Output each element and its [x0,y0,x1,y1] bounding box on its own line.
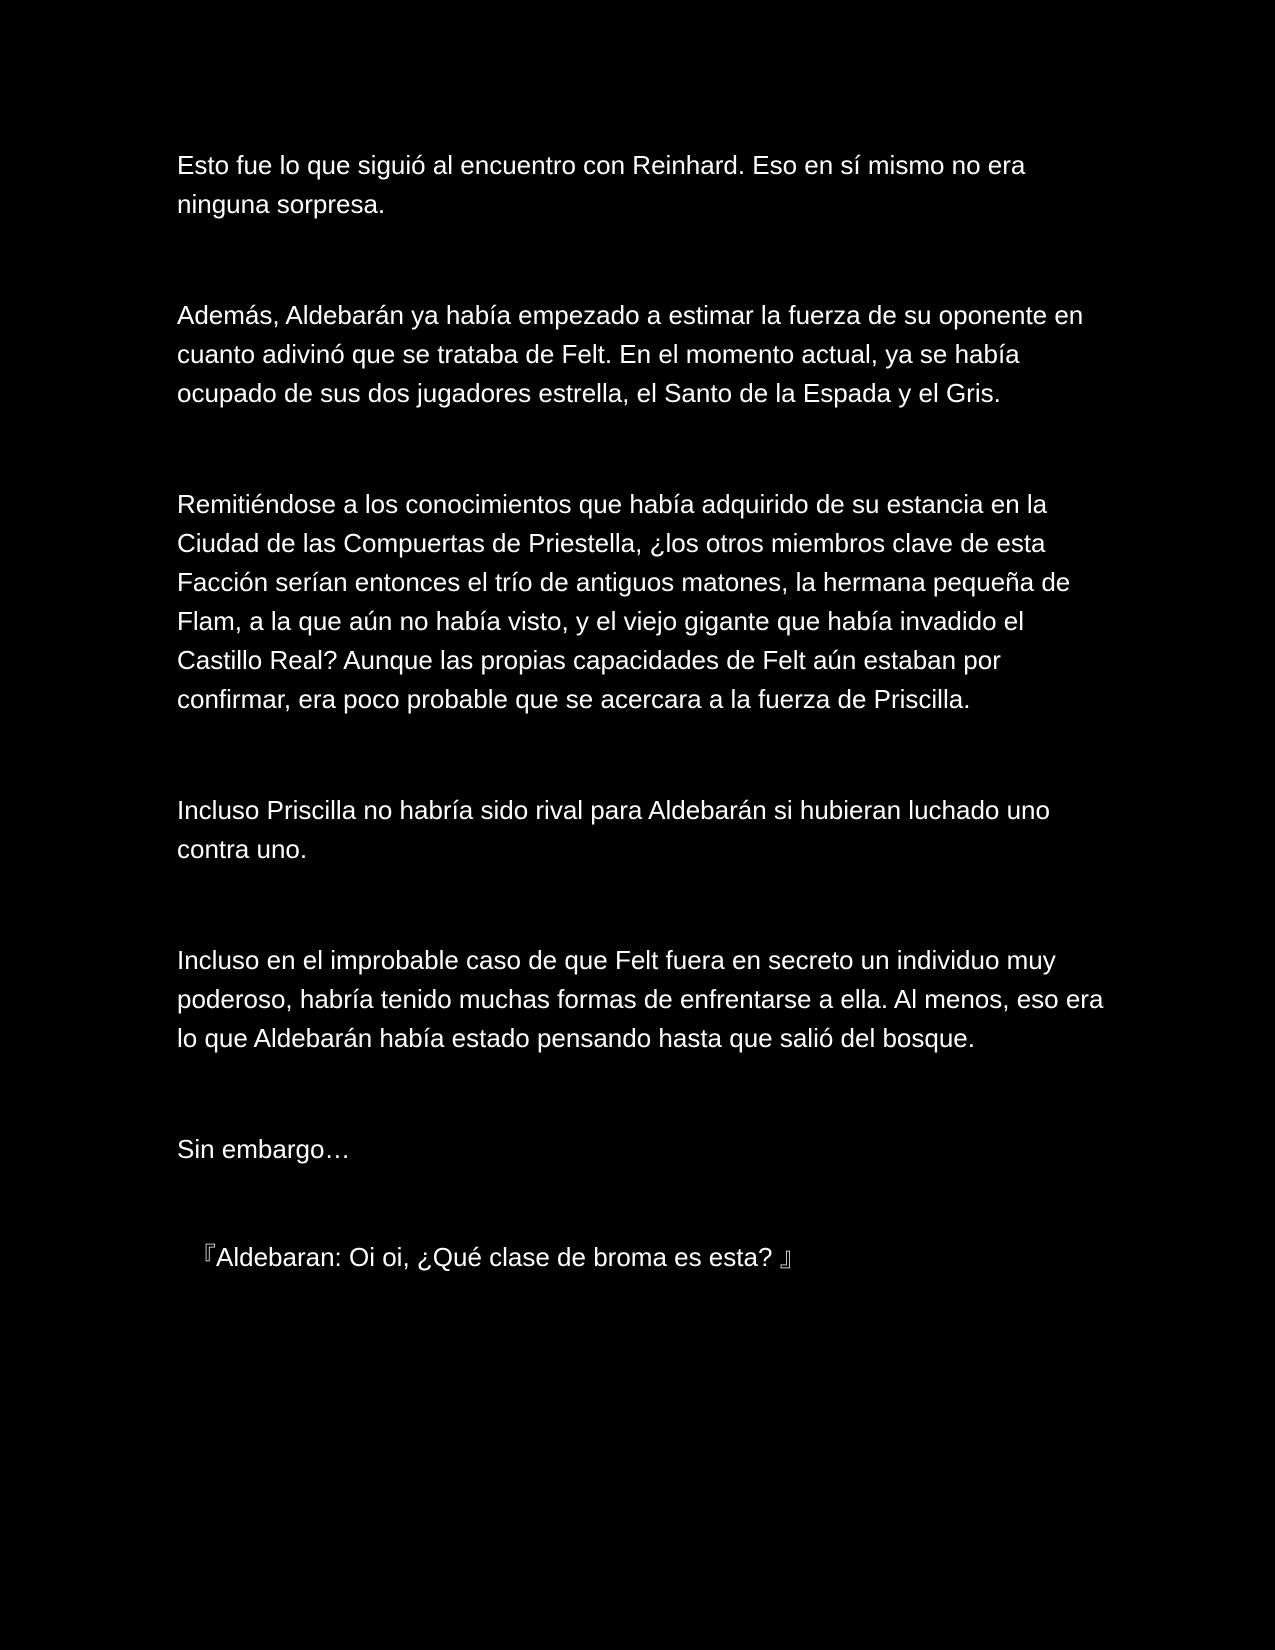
text-body [177,146,1107,1277]
paragraph-6: Sin embargo… [177,1134,351,1164]
dialogue-line: 『Aldebaran: Oi oi, ¿Qué clase de broma es esta? 』 [190,1242,806,1272]
paragraph-1: Esto fue lo que siguió al encuentro con Reinhard. Eso en sí mismo no era ninguna sorpresa. [177,150,1026,219]
paragraph-5: Incluso en el improbable caso de que Felt fuera en secreto un individuo muy poderoso, habría tenido muchas formas de enfrentarse a ella. Al menos, eso era lo que Aldebarán había estado pensando hasta que salió del bosque. [177,945,1104,1053]
paragraph-2: Además, Aldebarán ya había empezado a estimar la fuerza de su oponente en cuanto adivinó que se trataba de Felt. En el momento actual, ya se había ocupado de sus dos jugadores estrella, el Santo de la Espada y el Gris. [177,300,1084,408]
paragraph-4: Incluso Priscilla no habría sido rival para Aldebarán si hubieran luchado uno contra uno. [177,795,1050,864]
paragraph-3: Remitiéndose a los conocimientos que había adquirido de su estancia en la Ciudad de las Compuertas de Priestella, ¿los otros miembros clave de esta Facción serían entonces el trío de antiguos matones, la hermana pequeña de Flam, a la que aún no había visto, y el viejo gigante que había invadido el Castillo Real? Aunque las propias capacidades de Felt aún estaban por confirmar, era poco probable que se acercara a la fuerza de Priscilla. [177,489,1071,714]
